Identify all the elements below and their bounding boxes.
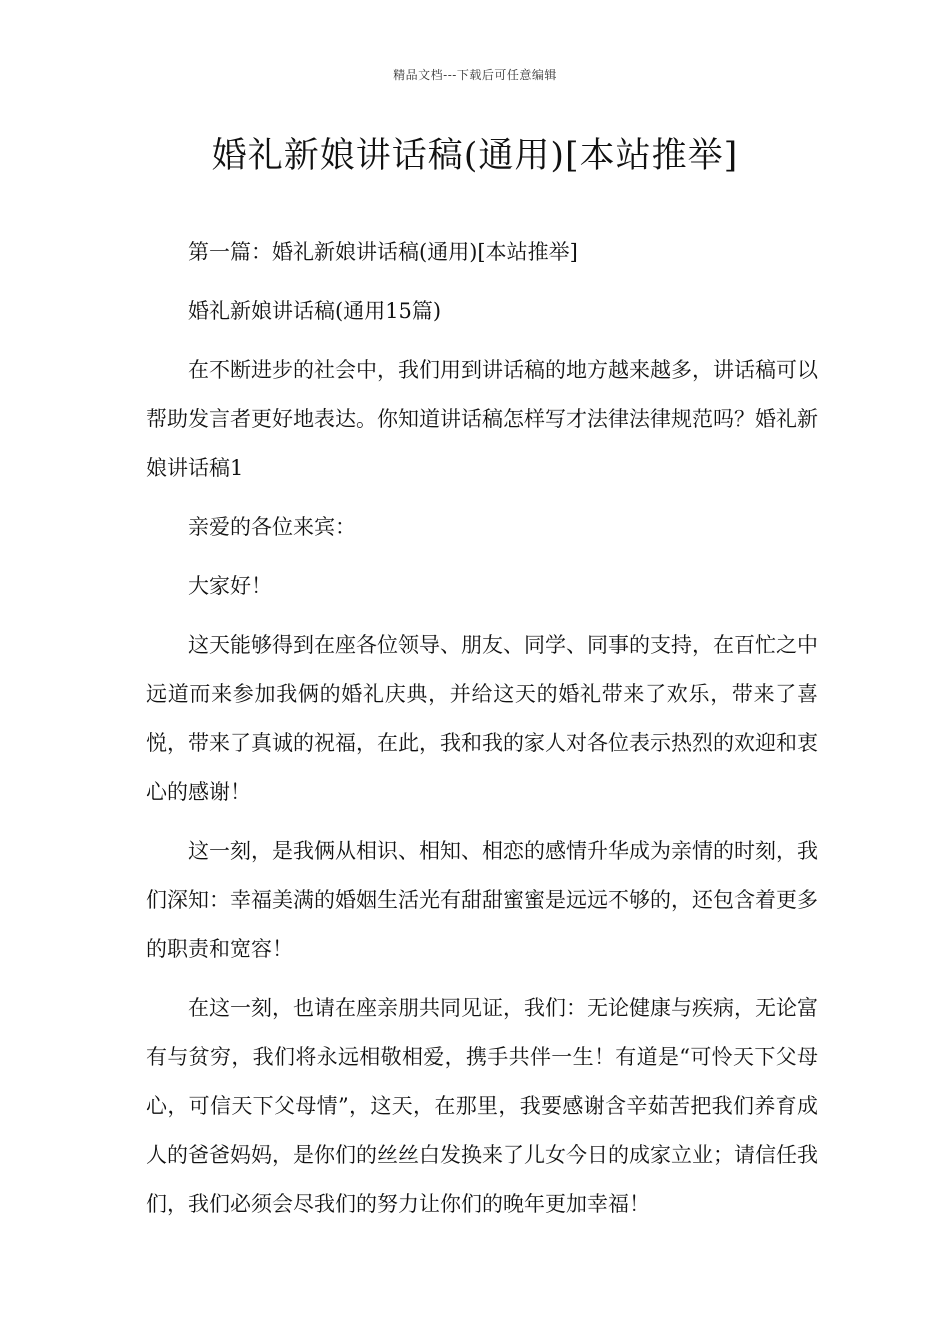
document-body (146, 228, 818, 1239)
paragraph-greeting: 大家好！ (188, 574, 272, 598)
paragraph-salutation: 亲爱的各位来宾： (188, 515, 356, 539)
paragraph-subtitle: 婚礼新娘讲话稿(通用15篇) (188, 299, 442, 323)
paragraph-moment: 这一刻，是我俩从相识、相知、相恋的感情升华成为亲情的时刻，我们深知：幸福美满的婚姻生活光有甜甜蜜蜜是远远不够的，还包含着更多的职责和宽容！ (146, 839, 818, 961)
paragraph-thanks: 这天能够得到在座各位领导、朋友、同学、同事的支持，在百忙之中远道而来参加我俩的婚礼庆典，并给这天的婚礼带来了欢乐，带来了喜悦，带来了真诚的祝福，在此，我和我的家人对各位表示热烈的欢迎和衷心的感谢！ (146, 633, 818, 804)
paragraph-section-heading: 第一篇：婚礼新娘讲话稿(通用)[本站推举] (188, 240, 578, 264)
paragraph-vow: 在这一刻，也请在座亲朋共同见证，我们：无论健康与疾病，无论富有与贫穷，我们将永远相敬相爱，携手共伴一生！有道是“可怜天下父母心，可信天下父母情”，这天，在那里，我要感谢含辛茹苦把我们养育成人的爸爸妈妈，是你们的丝丝白发换来了儿女今日的成家立业；请信任我们，我们必须会尽我们的努力让你们的晚年更加幸福！ (146, 996, 818, 1216)
header-note: 精品文档---下载后可任意编辑 (393, 68, 557, 82)
document-title: 婚礼新娘讲话稿(通用)[本站推举] (211, 136, 739, 176)
paragraph-intro: 在不断进步的社会中，我们用到讲话稿的地方越来越多，讲话稿可以帮助发言者更好地表达。你知道讲话稿怎样写才法律法律规范吗？婚礼新娘讲话稿1 (146, 358, 818, 480)
